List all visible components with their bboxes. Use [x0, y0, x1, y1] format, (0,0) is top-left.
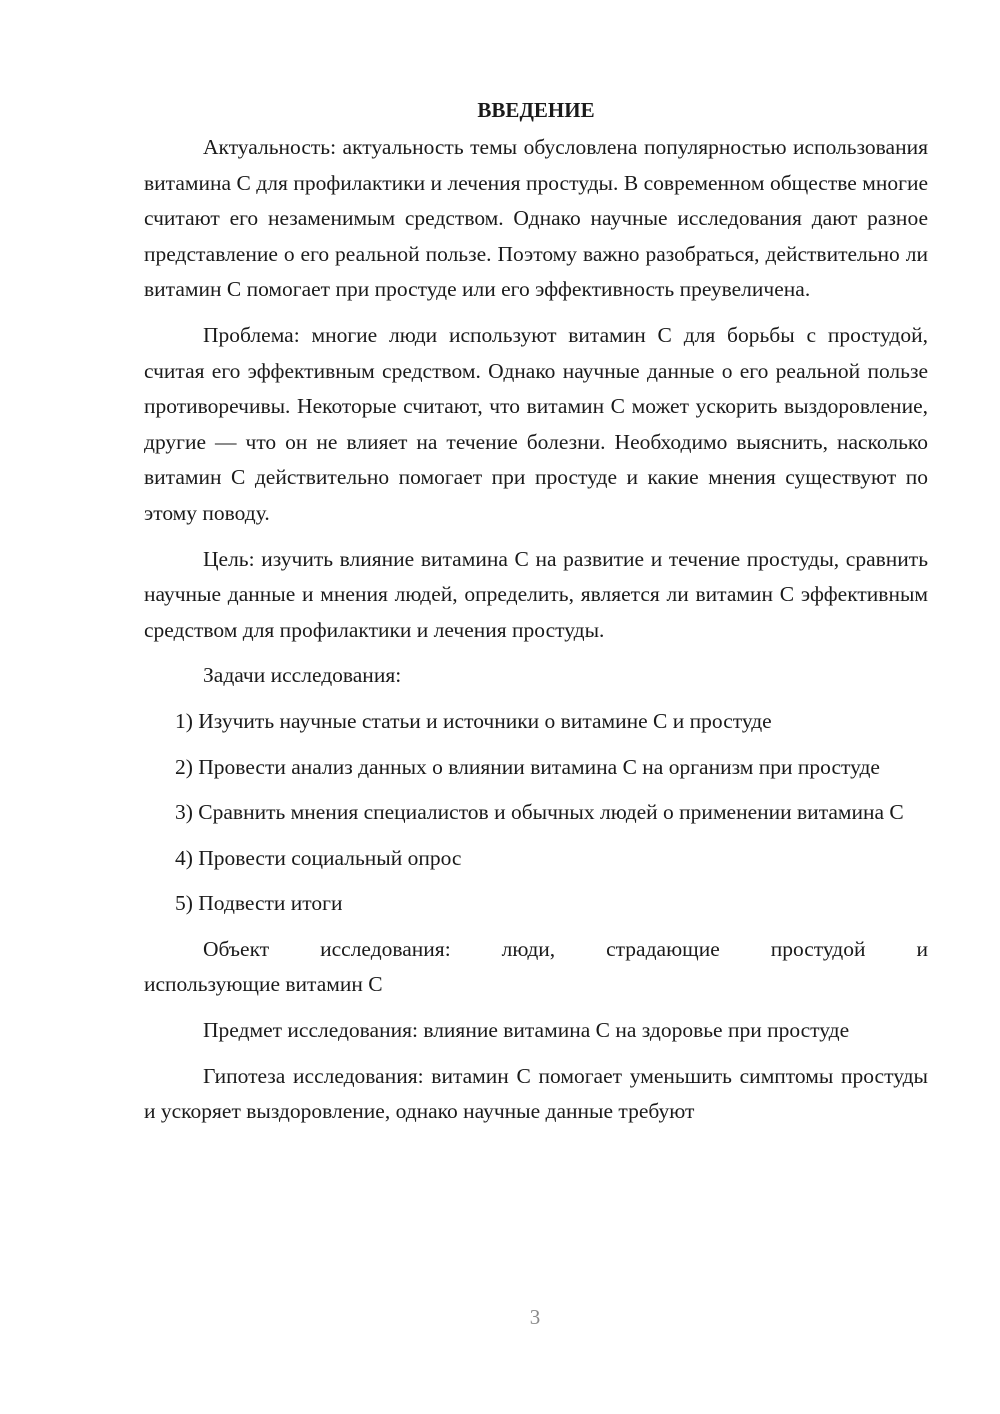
task-item-1: 1) Изучить научные статьи и источники о витамине С и простуде [175, 708, 772, 733]
object-word: исследования: [320, 936, 451, 961]
object-line-1 [144, 932, 928, 968]
relevance-paragraph: Актуальность: актуальность темы обусловлена популярностью использования витамина С для профилактики и лечения простуды. В современном обществе многие считают его незаменимым средством. Однако научные исследования дают разное представление о его реальной пользе. Поэтому важно разобраться, действительно ли витамин С помогает при простуде или его эффективность преувеличена. [144, 135, 928, 302]
object-word: Объект [203, 936, 270, 961]
object-word: и [916, 936, 928, 961]
task-item-4: 4) Провести социальный опрос [175, 845, 462, 870]
object-paragraph [144, 932, 928, 1003]
object-word: страдающие [606, 936, 720, 961]
task-item-2: 2) Провести анализ данных о влиянии витамина С на организм при простуде [175, 754, 880, 779]
goal-paragraph: Цель: изучить влияние витамина С на развитие и течение простуды, сравнить научные данные и мнения людей, определить, является ли витамин С эффективным средством для профилактики и лечения простуды. [144, 546, 928, 642]
problem-paragraph: Проблема: многие люди используют витамин С для борьбы с простудой, считая его эффективным средством. Однако научные данные о его реальной пользе противоречивы. Некоторые считают, что витамин С может ускорить выздоровление, другие — что он не влияет на течение болезни. Необходимо выяснить, насколько витамин С действительно помогает при простуде и какие мнения существуют по этому поводу. [144, 322, 928, 525]
object-word: простудой [770, 936, 866, 961]
object-word: люди, [501, 936, 556, 961]
hypothesis-paragraph: Гипотеза исследования: витамин С помогает уменьшить симптомы простуды и ускоряет выздоровление, однако научные данные требуют [144, 1063, 928, 1124]
object-line-2: использующие витамин С [144, 972, 383, 997]
task-item-5: 5) Подвести итоги [175, 891, 343, 916]
page-number: 3 [529, 1305, 541, 1329]
task-item-3: 3) Сравнить мнения специалистов и обычных людей о применении витамина С [175, 800, 904, 825]
section-heading: ВВЕДЕНИЕ [477, 98, 595, 122]
tasks-title: Задачи исследования: [203, 663, 402, 688]
page-content [144, 90, 928, 1140]
subject-paragraph: Предмет исследования: влияние витамина С на здоровье при простуде [203, 1018, 850, 1043]
